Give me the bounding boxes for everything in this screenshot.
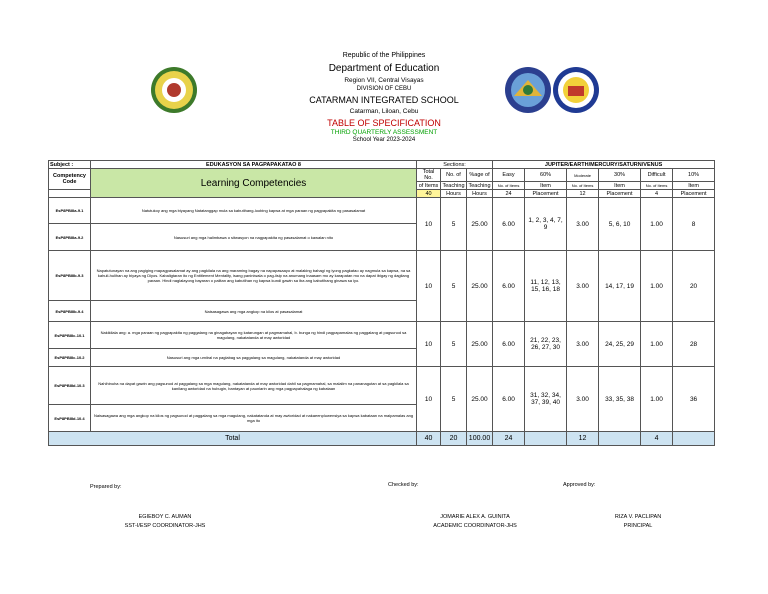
easy-no-items-header: No. of Items: [493, 182, 525, 190]
difficult-count: 1.00: [641, 367, 673, 432]
approved-title: PRINCIPAL: [623, 523, 653, 529]
total-difficult: 4: [641, 432, 673, 446]
school-year: School Year 2023-2024: [352, 137, 416, 143]
competency-code: EsP8PBIIIa-9.1: [49, 198, 91, 224]
competency-text: Napatutunayan na ang pagiging mapagpasalamat ay ang pagkilala na ang maraming bagay na napapasaayo at malaking bahagi ng iyong pagkatao ay nagmula sa kapwa, na sa kahuli-hulihan ay biyaya ng Diyos. Kabaligtaran ito ng Entitlement Mentality, isang paniniwala o pag-iisip na anumang inaasam mo ay karapatan mo na dapat ibigay ng dagliang paraan. Hindi naglalayong bayaran o palitan ang kabutihan ng kapwa kundi gawin sa iba ang kabutihang ginawa sa iyo.: [91, 251, 417, 301]
moderate-header: Moderate: [567, 169, 599, 182]
prepared-title: SST-I/ESP COORDINATOR-JHS: [124, 523, 206, 529]
code-header-blank: [49, 190, 91, 198]
easy-placement: 1, 2, 3, 4, 7, 9: [525, 198, 567, 251]
competency-text: Naisasagawa ang mga angkop na kilos ng pagsunod at paggalang sa mga magulang, nakatatanda at may awtoridad at nakaeenpluwensiya sa kapwa kabataan na maipamalas ang mga ito: [91, 405, 417, 432]
total-moderate-blank: [599, 432, 641, 446]
competency-code: EsP8PBIIIc-10.1: [49, 322, 91, 349]
header-republic: Republic of the Philippines: [342, 52, 426, 59]
moderate-placement: 5, 6, 10: [599, 198, 641, 251]
total-moderate: 12: [567, 432, 599, 446]
easy-placement: 11, 12, 13, 15, 16, 18: [525, 251, 567, 322]
total-easy-blank: [525, 432, 567, 446]
total-easy: 24: [493, 432, 525, 446]
hours-pct-header: Hours: [467, 190, 493, 198]
competency-text: Nakikilala ang: a. mga paraan ng pagpapakita ng paggalang na ginagabayan ng katarungan at pagmamahal, b. bunga ng hindi pagpapamalas ng paggalang at pagsunod sa magulang, nakatatanda at may awtoridad: [91, 322, 417, 349]
competency-code: EsP8PBIIId-10.4: [49, 405, 91, 432]
difficult-header: Difficult: [641, 169, 673, 182]
teaching-hours: 5: [441, 322, 467, 367]
total-items-value: 40: [417, 190, 441, 198]
table-row: [49, 198, 715, 224]
total-items: 40: [417, 432, 441, 446]
header-address: Catarman, Liloan, Cebu: [349, 108, 419, 115]
header-department: Department of Education: [328, 63, 440, 74]
sections-label: Sections:: [417, 161, 493, 169]
moderate-item-header: Item: [599, 182, 641, 190]
teaching-pct: 25.00: [467, 251, 493, 322]
difficult-item-header: Item: [673, 182, 715, 190]
competency-text: Nahihinuha na dapat gawin ang pagsunod at paggalang sa mga magulang, nakatatanda at may awtoridad dahil sa pagmamahal, sa malalim na pananagutan at sa pagkilala sa kanilang awtoridad na hubugin, bantayan at paunlarin ang mga pagpapahalaga ng kabataan: [91, 367, 417, 405]
easy-total-value: 24: [493, 190, 525, 198]
approved-by-label: Approved by:: [563, 482, 596, 488]
teaching-hours: 5: [441, 198, 467, 251]
teaching-pct: 25.00: [467, 198, 493, 251]
easy-placement: 31, 32, 34, 37, 39, 40: [525, 367, 567, 432]
checked-by-label: Checked by:: [388, 482, 419, 488]
teaching-hours: 5: [441, 367, 467, 432]
difficult-placement: 36: [673, 367, 715, 432]
hours-header: Hours: [441, 190, 467, 198]
total-no-header: Total No.: [417, 169, 441, 182]
difficult-placement: 28: [673, 322, 715, 367]
sections-value: JUPITER/EARTH/MERCURY/SATURN/VENUS: [493, 161, 715, 169]
page-title: TABLE OF SPECIFICATION: [327, 118, 441, 128]
header-division: DIVISION OF CEBU: [356, 86, 412, 92]
header-row-1: [49, 169, 715, 182]
difficult-placement-header: Placement: [673, 190, 715, 198]
easy-count: 6.00: [493, 251, 525, 322]
table-row: [49, 251, 715, 301]
items-count: 10: [417, 198, 441, 251]
moderate-placement: 33, 35, 38: [599, 367, 641, 432]
easy-count: 6.00: [493, 198, 525, 251]
moderate-count: 3.00: [567, 198, 599, 251]
easy-item-header: Item: [525, 182, 567, 190]
moderate-placement-header: Placement: [599, 190, 641, 198]
competency-code: EsP8PBIIId-10.3: [49, 367, 91, 405]
subject-label: Subject :: [49, 161, 91, 169]
table-row: [49, 322, 715, 349]
difficult-count: 1.00: [641, 251, 673, 322]
moderate-total-value: 12: [567, 190, 599, 198]
total-hours: 20: [441, 432, 467, 446]
moderate-placement: 14, 17, 19: [599, 251, 641, 322]
approved-name: RIZA V. PACLIPAN: [614, 514, 662, 520]
items-count: 10: [417, 251, 441, 322]
moderate-count: 3.00: [567, 367, 599, 432]
easy-placement: 21, 22, 23, 26, 27, 30: [525, 322, 567, 367]
competency-text: Natutukoy ang mga biyayang Natatanggap mula sa kabutihang-loobing kapwa at mga paraan ng pagpapakita ng pasasalamat: [91, 198, 417, 224]
total-label: Total: [49, 432, 417, 446]
competency-text: Nasusuri ang mga halimbawa o sitwasyon na nagpapakita ng pasasalamat o kawalan nito: [91, 224, 417, 251]
total-pct: 100.00: [467, 432, 493, 446]
easy-placement-header: Placement: [525, 190, 567, 198]
moderate-placement: 24, 25, 29: [599, 322, 641, 367]
moderate-no-items-header: No. of Items: [567, 182, 599, 190]
competency-code: EsP8PBIIIb-9.4: [49, 301, 91, 322]
of-items-header: of Items: [417, 182, 441, 190]
assessment-label: THIRD QUARTERLY ASSESSMENT: [330, 129, 438, 136]
easy-count: 6.00: [493, 367, 525, 432]
competency-code: EsP8PBIIIa-9.2: [49, 224, 91, 251]
specification-table: [48, 160, 715, 446]
header-region: Region VII, Central Visayas: [344, 77, 424, 84]
difficult-count: 1.00: [641, 198, 673, 251]
moderate-count: 3.00: [567, 251, 599, 322]
checked-name: JOMARIE ALEX A. GUINITA: [440, 514, 510, 520]
difficult-count: 1.00: [641, 322, 673, 367]
difficult-total-value: 4: [641, 190, 673, 198]
easy-header: Easy: [493, 169, 525, 182]
difficult-placement: 8: [673, 198, 715, 251]
learning-competencies-header: Learning Competencies: [91, 169, 417, 198]
easy-count: 6.00: [493, 322, 525, 367]
moderate-pct-header: 30%: [599, 169, 641, 182]
items-count: 10: [417, 322, 441, 367]
difficult-no-items-header: No. of Items: [641, 182, 673, 190]
prepared-name: EGIEBOY C. AUMAN: [138, 514, 192, 520]
subject-value: EDUKASYON SA PAGPAPAKATAO 8: [91, 161, 417, 169]
easy-pct-header: 60%: [525, 169, 567, 182]
total-row: [49, 432, 715, 446]
subject-row: [49, 161, 715, 169]
difficult-placement: 20: [673, 251, 715, 322]
moderate-count: 3.00: [567, 322, 599, 367]
pct-header: %age of: [467, 169, 493, 182]
header-school: CATARMAN INTEGRATED SCHOOL: [309, 95, 459, 105]
teaching-hours: 5: [441, 251, 467, 322]
competency-text: Nasusuri ang mga umiiral na paglabag sa paggalang sa magulang, nakatatanda at may awtoridad: [91, 349, 417, 367]
no-of-header: No. of: [441, 169, 467, 182]
checked-title: ACADEMIC COORDINATOR-JHS: [433, 523, 517, 529]
table-row: [49, 367, 715, 405]
items-count: 10: [417, 367, 441, 432]
competency-text: Naisasagawa ang mga angkop na kilos at pasasalamat: [91, 301, 417, 322]
teaching-pct-header: Teaching: [468, 182, 491, 189]
competency-code-header: Competency Code: [49, 169, 91, 190]
teaching-pct: 25.00: [467, 322, 493, 367]
competency-code: EsP8PBIIIc-10.2: [49, 349, 91, 367]
teaching-header: Teaching: [442, 182, 465, 189]
difficult-pct-header: 10%: [673, 169, 715, 182]
total-difficult-blank: [673, 432, 715, 446]
teaching-pct: 25.00: [467, 367, 493, 432]
competency-code: EsP8PBIIIb-9.3: [49, 251, 91, 301]
prepared-by-label: Prepared by:: [90, 484, 122, 490]
